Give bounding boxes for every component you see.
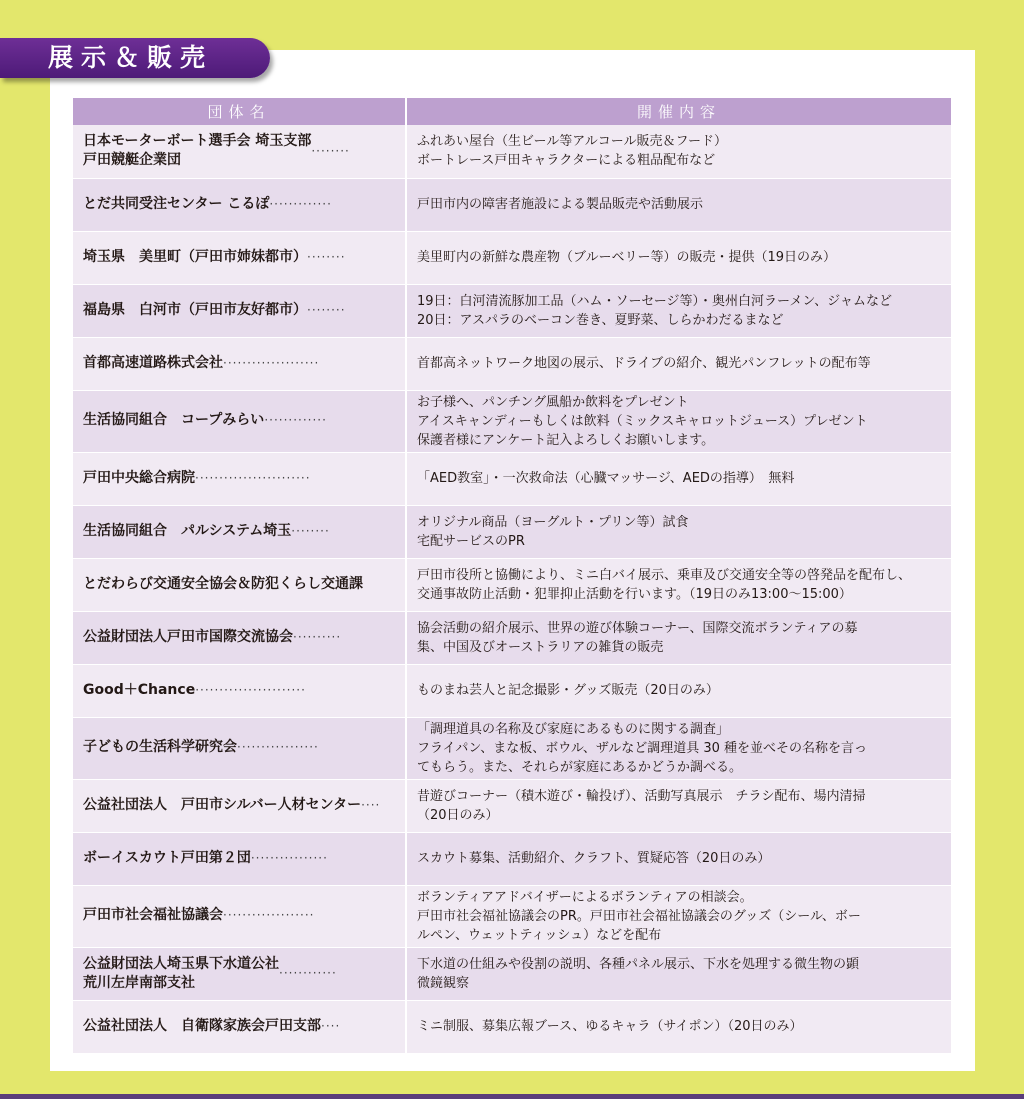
table-row	[73, 505, 951, 558]
content-text: 美里町内の新鮮な農産物（ブルーベリー等）の販売・提供（19日のみ）	[417, 250, 837, 265]
content-cell	[406, 452, 951, 505]
organization-cell	[73, 452, 406, 505]
leader-dots: ···················	[223, 908, 315, 923]
content-text: お子様へ、パンチング風船か飲料をプレゼント アイスキャンディーもしくは飲料（ミックスキャロットジュース）プレゼント 保護者様にアンケート記入よろしくお願いします。	[417, 394, 868, 448]
table-row	[73, 558, 951, 611]
content-cell	[406, 505, 951, 558]
organization-name: 生活協同組合 パルシステム埼玉	[83, 522, 292, 539]
content-cell	[406, 284, 951, 337]
content-cell	[406, 947, 951, 1000]
content-text: 昔遊びコーナー（積木遊び・輪投げ）、活動写真展示 チラシ配布、場内清掃 （20日のみ）	[417, 788, 866, 823]
leader-dots: ························	[195, 470, 311, 485]
organization-cell	[73, 947, 406, 1000]
content-text: 「AED教室」・一次救命法（心臓マッサージ、AEDの指導） 無料	[417, 471, 795, 486]
content-cell	[406, 125, 951, 178]
content-text: 首都高ネットワーク地図の展示、ドライブの紹介、観光パンフレットの配布等	[417, 356, 871, 371]
organization-name: 公益社団法人 戸田市シルバー人材センター	[83, 796, 362, 813]
content-text: 19日：白河清流豚加工品（ハム・ソーセージ等）・奥州白河ラーメン、ジャムなど 20日：アスパラのベーコン巻き、夏野菜、しらかわだるまなど	[417, 293, 893, 328]
content-cell	[406, 885, 951, 947]
table-row	[73, 125, 951, 178]
organization-name: 公益社団法人 自衛隊家族会戸田支部	[83, 1017, 321, 1034]
table-row	[73, 452, 951, 505]
content-text: 協会活動の紹介展示、世界の遊び体験コーナー、国際交流ボランティアの募 集、中国及びオーストラリアの雑貨の販売	[417, 620, 858, 655]
organization-name: 首都高速道路株式会社	[83, 354, 223, 371]
content-text: 「調理道具の名称及び家庭にあるものに関する調査」 フライパン、まな板、ボウル、ザルなど調理道具 30 種を並べその名称を言っ てもらう。また、それらが家庭にあるかどうか調べる。	[417, 721, 868, 775]
content-cell	[406, 337, 951, 390]
content-text: ボランティアアドバイザーによるボランティアの相談会。 戸田市社会福祉協議会のPR。戸田市社会福祉協議会のグッズ（シール、ボー ルペン、ウェットティッシュ）などを配布	[417, 889, 861, 943]
content-cell	[406, 178, 951, 231]
table-row	[73, 664, 951, 717]
organization-cell	[73, 231, 406, 284]
organization-name: とだ共同受注センター こるぽ	[83, 195, 270, 212]
organization-cell	[73, 178, 406, 231]
leader-dots: ········	[307, 302, 346, 317]
content-text: 下水道の仕組みや役割の説明、各種パネル展示、下水を処理する微生物の顕 微鏡観察	[417, 956, 860, 991]
leader-dots: ····	[361, 797, 381, 812]
table-body	[73, 125, 951, 1053]
content-cell	[406, 779, 951, 832]
organization-name: 日本モーターボート選手会 埼玉支部 戸田競艇企業団	[83, 133, 312, 169]
organization-name: ボーイスカウト戸田第２団	[83, 849, 251, 866]
organization-name: Good＋Chance	[83, 681, 196, 698]
table-row	[73, 390, 951, 452]
leader-dots: ·············	[269, 196, 332, 211]
leader-dots: ········	[291, 523, 330, 538]
organization-name: とだわらび交通安全協会＆防犯くらし交通課	[83, 575, 363, 592]
organization-name: 公益財団法人埼玉県下水道公社 荒川左岸南部支社	[83, 955, 279, 991]
organization-cell	[73, 505, 406, 558]
organization-cell	[73, 832, 406, 885]
header-content: 開催内容	[406, 98, 951, 125]
leader-dots: ············	[279, 966, 337, 980]
organization-cell	[73, 337, 406, 390]
content-text: オリジナル商品（ヨーグルト・プリン等）試食 宅配サービスのPR	[417, 514, 689, 549]
content-cell	[406, 832, 951, 885]
table-row	[73, 178, 951, 231]
organization-cell	[73, 779, 406, 832]
content-cell	[406, 717, 951, 779]
table-row	[73, 717, 951, 779]
leader-dots: ················	[250, 850, 328, 865]
organization-cell	[73, 390, 406, 452]
organization-name: 子どもの生活科学研究会	[83, 739, 237, 756]
organization-name: 埼玉県 美里町（戸田市姉妹都市）	[83, 248, 307, 265]
organization-cell	[73, 611, 406, 664]
content-cell	[406, 231, 951, 284]
content-text: ふれあい屋台（生ビール等アルコール販売＆フード） ボートレース戸田キャラクターによる粗品配布など	[417, 134, 728, 169]
leader-dots: ·······················	[195, 682, 306, 697]
leader-dots: ········	[307, 249, 346, 264]
organization-cell	[73, 284, 406, 337]
table-row	[73, 337, 951, 390]
bottom-divider	[0, 1094, 1024, 1099]
events-table	[73, 98, 951, 1054]
table-row	[73, 284, 951, 337]
organization-cell	[73, 1000, 406, 1053]
table-row	[73, 885, 951, 947]
table-row	[73, 779, 951, 832]
content-cell	[406, 611, 951, 664]
content-text: ミニ制服、募集広報ブース、ゆるキャラ（サイポン）（20日のみ）	[417, 1019, 803, 1034]
organization-cell	[73, 885, 406, 947]
organization-name: 戸田中央総合病院	[83, 469, 195, 486]
organization-cell	[73, 664, 406, 717]
table-row	[73, 832, 951, 885]
leader-dots: ·············	[264, 413, 327, 428]
content-text: 戸田市内の障害者施設による製品販売や活動展示	[417, 197, 704, 212]
leader-dots: ····················	[223, 355, 320, 370]
organization-name: 福島県 白河市（戸田市友好都市）	[83, 301, 307, 318]
organization-cell	[73, 717, 406, 779]
leader-dots: ·················	[237, 740, 319, 755]
leader-dots: ········	[311, 143, 350, 158]
content-text: 戸田市役所と協働により、ミニ白バイ展示、乗車及び交通安全等の啓発品を配布し、 交通事故防止活動・犯罪抑止活動を行います。（19日のみ13:00～15:00）	[417, 567, 912, 602]
table-row	[73, 947, 951, 1000]
content-cell	[406, 558, 951, 611]
table-row	[73, 611, 951, 664]
section-title: 展示＆販売	[0, 38, 270, 78]
leader-dots: ··········	[293, 629, 342, 644]
organization-name: 戸田市社会福祉協議会	[83, 907, 223, 924]
organization-name: 公益財団法人戸田市国際交流協会	[83, 628, 293, 645]
organization-name: 生活協同組合 コープみらい	[83, 412, 265, 429]
header-organization: 団体名	[73, 98, 406, 125]
content-cell	[406, 664, 951, 717]
content-cell	[406, 390, 951, 452]
organization-cell	[73, 125, 406, 178]
content-cell	[406, 1000, 951, 1053]
table-row	[73, 231, 951, 284]
leader-dots: ····	[321, 1018, 341, 1033]
content-text: スカウト募集、活動紹介、クラフト、質疑応答（20日のみ）	[417, 851, 771, 866]
table-header-row	[73, 98, 951, 125]
table-row	[73, 1000, 951, 1053]
content-text: ものまね芸人と記念撮影・グッズ販売（20日のみ）	[417, 683, 719, 698]
organization-cell	[73, 558, 406, 611]
